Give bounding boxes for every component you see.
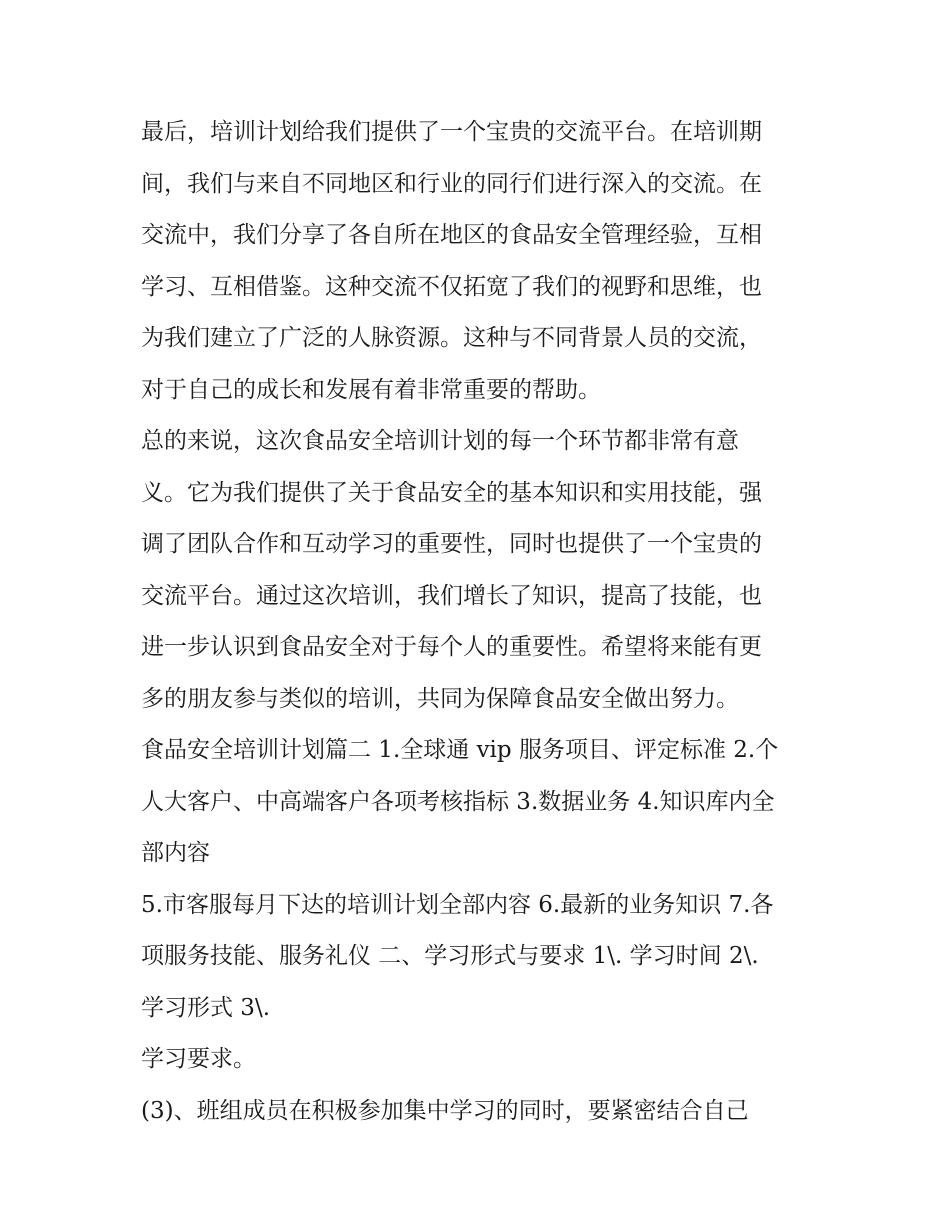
- text-line: 交流平台。通过这次培训，我们增长了知识，提高了技能，也: [141, 582, 762, 609]
- text-line: 调了团队合作和互动学习的重要性，同时也提供了一个宝贵的: [141, 531, 762, 557]
- text-line: 食品安全培训计划篇二 1.全球通 vip 服务项目、评定标准 2.个: [141, 737, 779, 763]
- text-line: 最后，培训计划给我们提供了一个宝贵的交流平台。在培训期: [141, 119, 762, 145]
- text-line: (3)、班组成员在积极参加集中学习的同时，要紧密结合自己: [141, 1097, 749, 1124]
- text-line: 5.市客服每月下达的培训计划全部内容 6.最新的业务知识 7.各: [141, 891, 774, 918]
- text-line: 总的来说，这次食品安全培训计划的每一个环节都非常有意: [141, 428, 739, 454]
- text-line: 人大客户、中高端客户各项考核指标 3.数据业务 4.知识库内全: [141, 788, 775, 815]
- text-line: 学习形式 3\.: [141, 994, 271, 1021]
- body-text: [141, 107, 821, 1137]
- text-line: 义。它为我们提供了关于食品安全的基本知识和实用技能，强: [141, 479, 762, 506]
- text-line: 对于自己的成长和发展有着非常重要的帮助。: [141, 376, 601, 403]
- text-line: 交流中，我们分享了各自所在地区的食品安全管理经验，互相: [141, 222, 762, 248]
- text-line: 间，我们与来自不同地区和行业的同行们进行深入的交流。在: [141, 170, 762, 197]
- text-line: 学习要求。: [141, 1046, 256, 1072]
- text-line: 项服务技能、服务礼仪 二、学习形式与要求 1\. 学习时间 2\.: [141, 943, 759, 969]
- text-line: 学习、互相借鉴。这种交流不仅拓宽了我们的视野和思维，也: [141, 273, 762, 300]
- text-line: 部内容: [141, 840, 210, 866]
- text-line: 进一步认识到食品安全对于每个人的重要性。希望将来能有更: [141, 634, 762, 660]
- text-line: 为我们建立了广泛的人脉资源。这种与不同背景人员的交流，: [141, 325, 762, 351]
- text-line: 多的朋友参与类似的培训，共同为保障食品安全做出努力。: [141, 685, 739, 712]
